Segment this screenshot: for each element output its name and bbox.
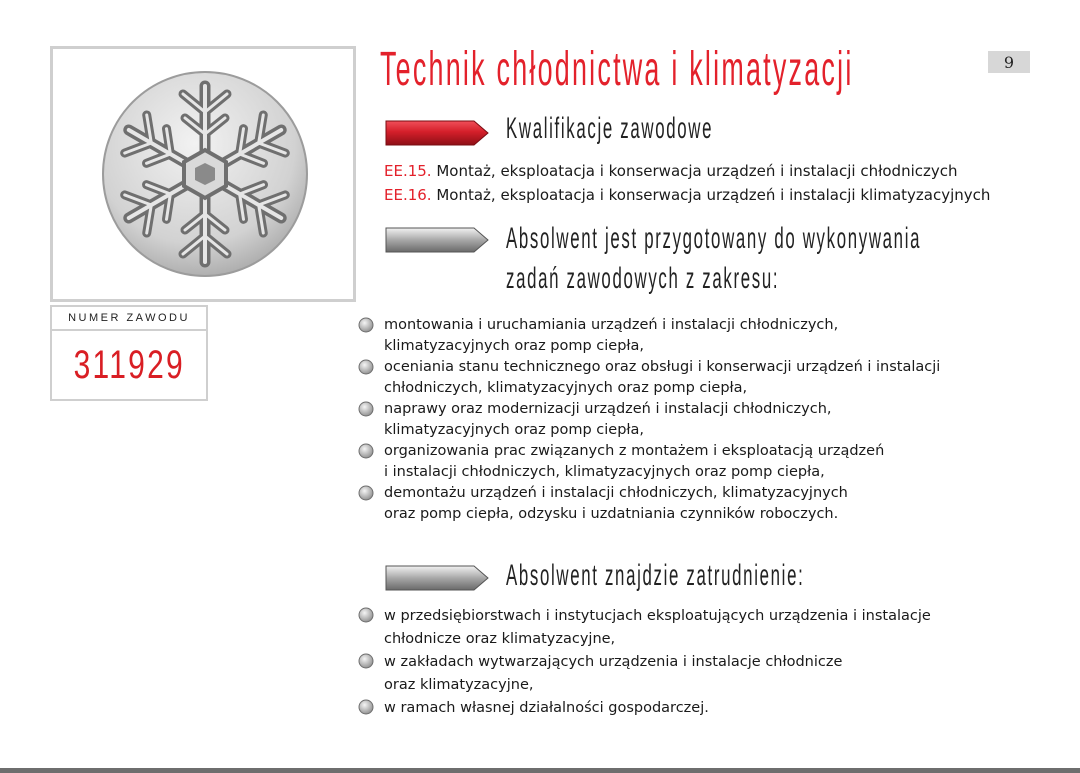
bottom-divider — [0, 768, 1080, 773]
gray-arrow-icon — [384, 562, 490, 594]
tasks-list — [358, 315, 940, 525]
list-item-text: naprawy oraz modernizacji urządzeń i instalacji chłodniczych, klimatyzacyjnych oraz pomp ciepła, — [384, 401, 832, 438]
profession-code-label-box — [50, 305, 208, 329]
qualification-item — [384, 162, 958, 180]
page-title: Technik chłodnictwa i klimatyzacji — [380, 43, 854, 96]
profession-code-box — [50, 329, 208, 401]
employment-list — [358, 605, 931, 720]
bullet-icon — [358, 317, 374, 333]
list-item — [358, 651, 931, 697]
list-item-text: w ramach własnej działalności gospodarczej. — [384, 700, 709, 716]
gray-arrow-icon — [384, 224, 490, 256]
page-number-badge — [988, 51, 1030, 73]
logo-panel — [50, 46, 356, 302]
page-number: 9 — [1003, 52, 1015, 72]
list-item-text: montowania i uruchamiania urządzeń i instalacji chłodniczych, klimatyzacyjnych oraz pomp ciepła, — [384, 317, 839, 354]
list-item — [358, 697, 931, 720]
list-item-text: organizowania prac związanych z montażem i eksploatacją urządzeń i instalacji chłodniczych, klimatyzacyjnych oraz pomp ciepła, — [384, 443, 885, 480]
list-item-text: w przedsiębiorstwach i instytucjach eksploatujących urządzenia i instalacje chłodnicze oraz klimatyzacyjne, — [384, 608, 931, 647]
qualification-item — [384, 186, 990, 204]
profession-code-label: NUMER ZAWODU — [68, 312, 190, 324]
list-item — [358, 483, 940, 525]
list-item-text: demontażu urządzeń i instalacji chłodniczych, klimatyzacyjnych oraz pomp ciepła, odzysku i uzdatniania czynników roboczych. — [384, 485, 848, 522]
bullet-icon — [358, 699, 374, 715]
list-item-text: w zakładach wytwarzających urządzenia i instalacje chłodnicze oraz klimatyzacyjne, — [384, 654, 843, 693]
list-item — [358, 315, 940, 357]
profession-code-value: 311929 — [73, 342, 185, 387]
qualification-text: Montaż, eksploatacja i konserwacja urządzeń i instalacji chłodniczych — [431, 162, 958, 180]
bullet-icon — [358, 653, 374, 669]
bullet-icon — [358, 401, 374, 417]
list-item — [358, 357, 940, 399]
red-arrow-icon — [384, 117, 490, 149]
list-item — [358, 605, 931, 651]
qualification-text: Montaż, eksploatacja i konserwacja urządzeń i instalacji klimatyzacyjnych — [431, 186, 991, 204]
qualifications-heading: Kwalifikacje zawodowe — [506, 112, 714, 145]
list-item-text: oceniania stanu technicznego oraz obsługi i konserwacji urządzeń i instalacji chłodniczych, klimatyzacyjnych oraz pomp ciepła, — [384, 359, 941, 396]
list-item — [358, 399, 940, 441]
qualification-code: EE.15. — [384, 162, 432, 180]
bullet-icon — [358, 359, 374, 375]
bullet-icon — [358, 443, 374, 459]
bullet-icon — [358, 485, 374, 501]
snowflake-icon — [53, 49, 353, 299]
qualification-code: EE.16. — [384, 186, 432, 204]
tasks-heading-line2: zadań zawodowych z zakresu: — [506, 262, 780, 295]
list-item — [358, 441, 940, 483]
tasks-heading-line1: Absolwent jest przygotowany do wykonywania — [506, 222, 922, 255]
employment-heading: Absolwent znajdzie zatrudnienie: — [506, 559, 805, 592]
bullet-icon — [358, 607, 374, 623]
